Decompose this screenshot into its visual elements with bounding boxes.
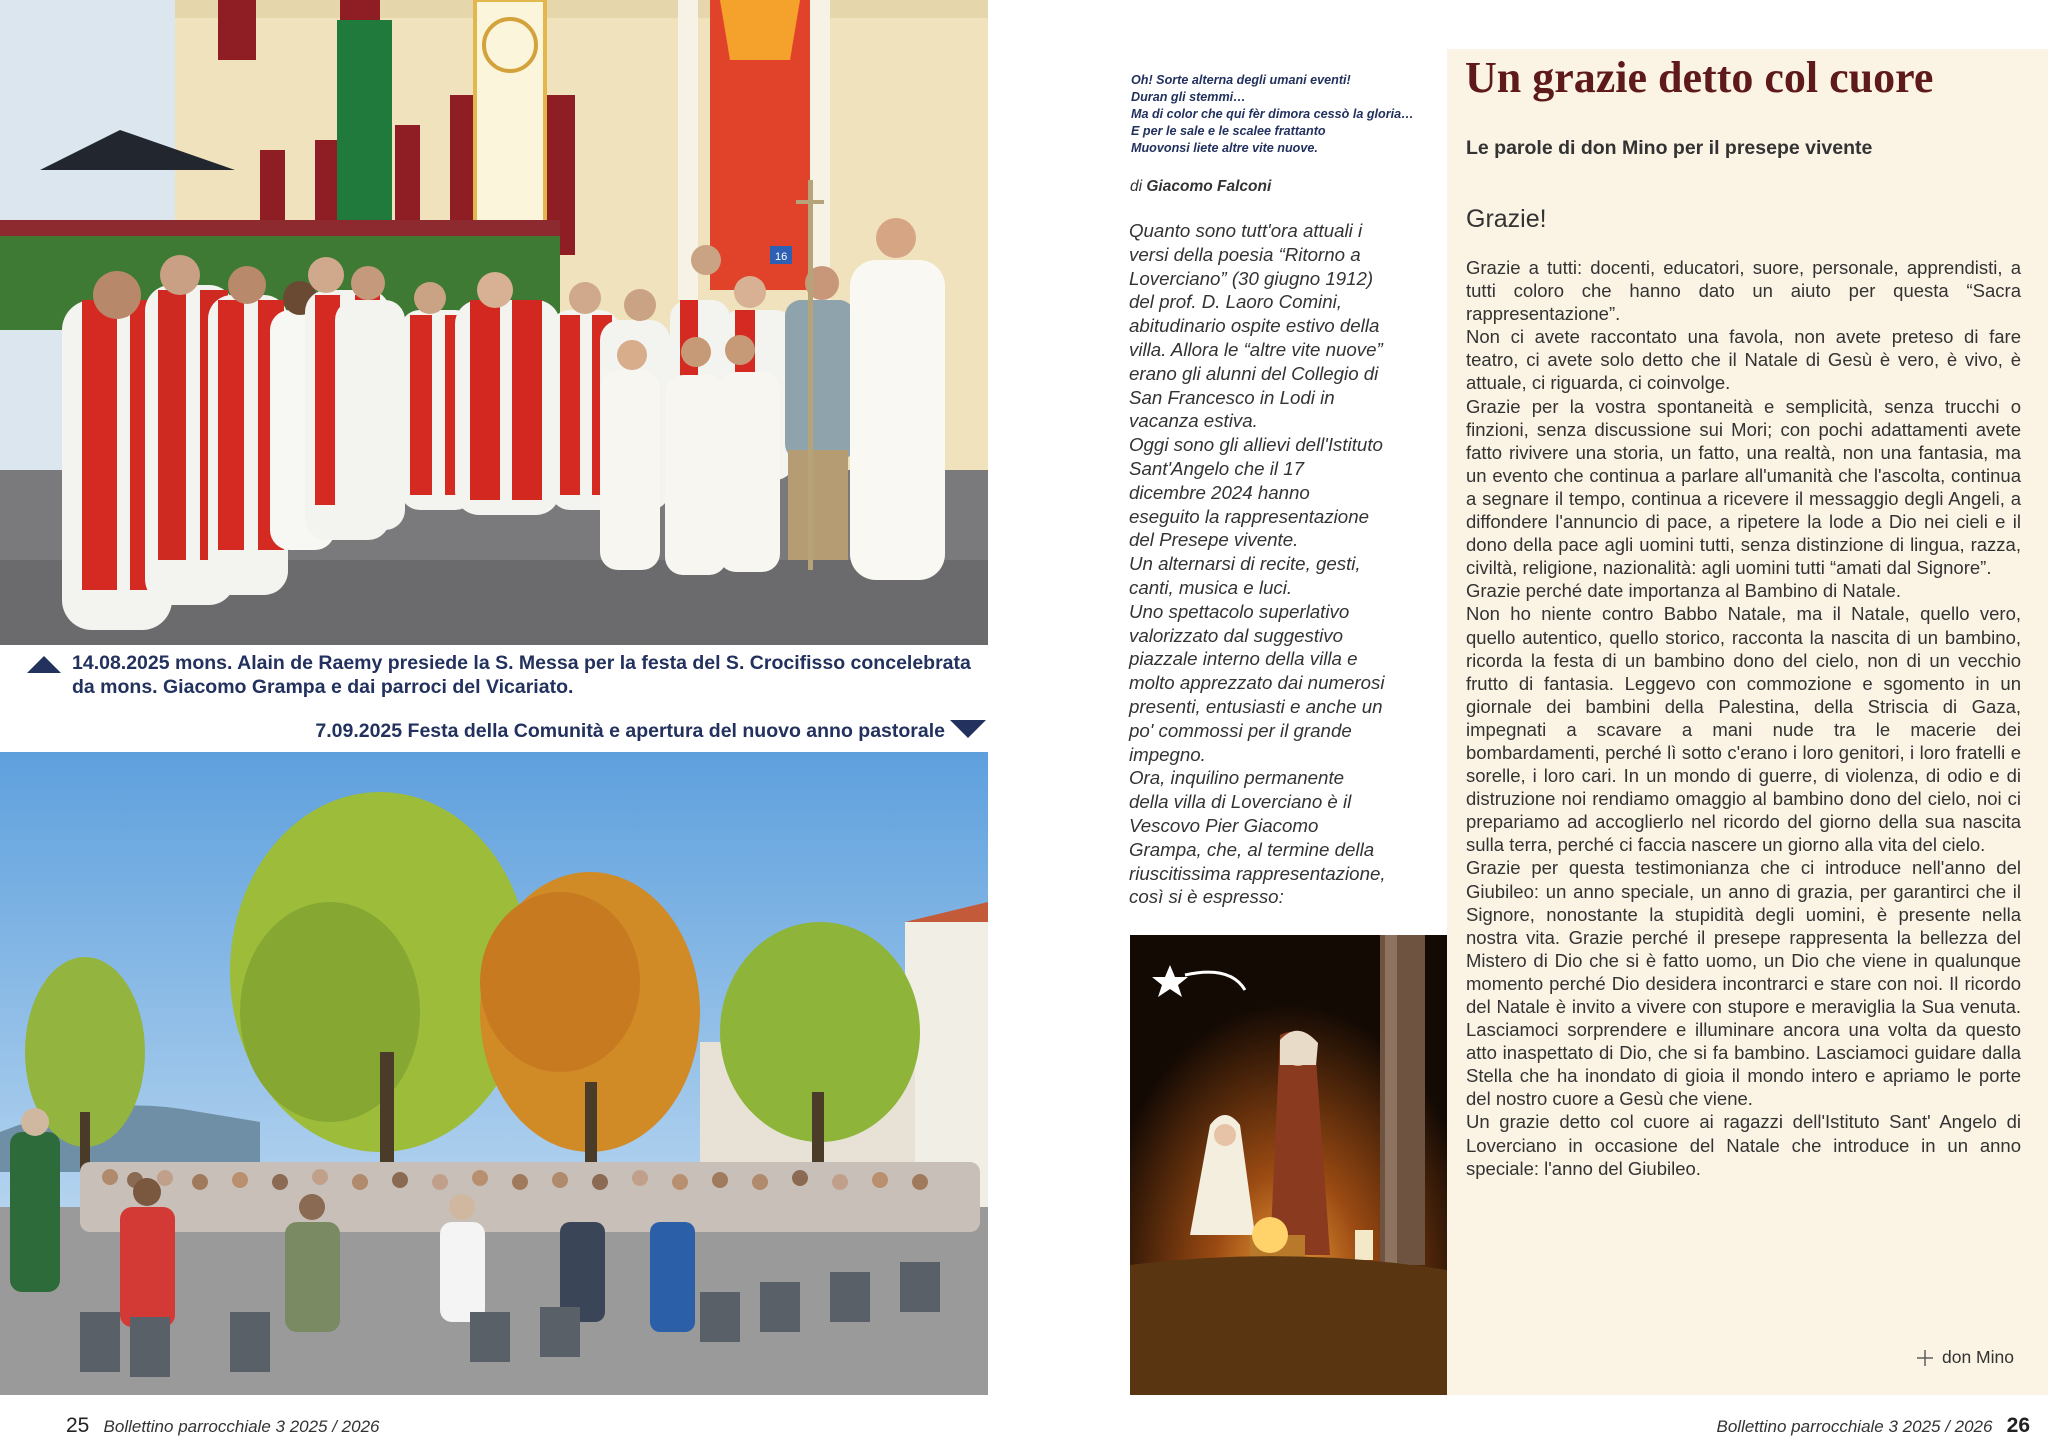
caption-down-arrow-icon <box>950 720 986 738</box>
footer-left <box>66 1414 380 1438</box>
article-paragraph: Grazie perché date importanza al Bambino di Natale. <box>1466 580 1901 602</box>
community-feast-illustration <box>0 752 988 1395</box>
article-subtitle: Le parole di don Mino per il presepe vivente <box>1466 137 1873 159</box>
footer-label-right: Bollettino parrocchiale 3 2025 / 2026 <box>1716 1417 1993 1436</box>
greeting-heading: Grazie! <box>1466 205 1547 233</box>
page-number-left: 25 <box>66 1414 90 1437</box>
footer-label-left: Bollettino parrocchiale 3 2025 / 2026 <box>103 1417 380 1436</box>
banner-number: 16 <box>775 251 788 263</box>
byline <box>1130 178 1271 196</box>
photo-caption-top: 14.08.2025 mons. Alain de Raemy presiede la S. Messa per la festa del S. Crocifisso concelebrata da mons. Giacomo Grampa e dai parroci del Vicariato. <box>72 652 971 698</box>
article-paragraph: Non ho niente contro Babbo Natale, ma il Natale, quello vero, quello autentico, quello storico, racconta la nascita di un bambino, ricorda la festa di un bambino dono del cielo, non di un vecchio frutto di fantasia. Leggevo con commozione e sgomento in un giornale dei bambini della Palestina, della Striscia di Gaza, impegnati a scavare a mani nude tra le macerie dei bombardamenti, perché lì sotto c'erano i loro genitori, i loro fratelli e sorelle, i loro cari. In un mondo di guerre, di violenza, di odio e di distruzione noi rendiamo omaggio al bambino dono del cielo, noi ci prepariamo ad accoglierlo nel ricordo del giorno della sua nascita sulla terra, perché ci faccia nascere un giorno alla vita del cielo. <box>1466 603 2021 856</box>
community-feast-photo <box>0 752 988 1395</box>
byline-prefix: di <box>1130 178 1147 195</box>
page-number-right: 26 <box>2006 1414 2030 1437</box>
nativity-illustration <box>1130 935 1447 1395</box>
article-title: Un grazie detto col cuore <box>1465 53 1934 102</box>
footer-right <box>1717 1414 2031 1438</box>
article-paragraph: Un grazie detto col cuore ai ragazzi dell'Istituto Sant' Angelo di Loverciano in occasione del Natale che introduce in un anno speciale: l'anno del Giubileo. <box>1466 1111 2021 1179</box>
signature <box>1916 1347 2014 1368</box>
article-paragraph: Non ci avete raccontato una favola, non avete preteso di fare teatro, ci avete solo detto che il Natale di Gesù è vero, è vivo, è attuale, ci riguarda, ci coinvolge. <box>1466 326 2021 394</box>
nativity-photo <box>1130 935 1447 1395</box>
poem-epigraph: Oh! Sorte alterna degli umani eventi! Duran gli stemmi… Ma di color che qui fèr dimora cessò la gloria… E per le sale e le scalee frattanto Muovonsi liete altre vite nuove. <box>1131 73 1414 155</box>
article-paragraph: Grazie per la vostra spontaneità e semplicità, senza trucchi o finzioni, senza discussione sui Mori; con pochi adattamenti avete fatto rivivere una storia, un fatto, una realtà, non una fantasia, ma un evento che continua a parlare all'umanità che l'ascolta, continua a segnare il tempo, continua a ricevere il messaggio degli Angeli, a diffondere l'annuncio di pace, a ripetere la lode a Dio nei cieli e il dono della pace agli uomini tutti, senza distinzione di lingua, razza, civiltà, religione, nazionalità: agli uomini tutti “amati dal Signore”. <box>1466 395 2021 579</box>
article-paragraph: Grazie per questa testimonianza che ci introduce nell'anno del Giubileo: un anno speciale, un anno di grazia, per garantirci che il Signore, nonostante la stupidità degli uomini, è presente nella nostra vita. Grazie perché il presepe rappresenta la bellezza del Mistero di Dio che si è fatto uomo, un Dio che viene in qualunque momento perché Dio desidera incontrarci e stare con noi. Il ricordo del Natale è invito a vivere con stupore e meraviglia la Sua venuta. Lasciamoci sorprendere e illuminare ancora una volta da questo atto inaspettato di Dio, che si fa bambino. Lasciamoci guidare dalla Stella che ha inondato di gioia il mondo intero e apriamo le porte del nostro cuore a Gesù che viene. <box>1466 857 2021 1110</box>
signature-name: don Mino <box>1942 1347 2014 1367</box>
caption-up-arrow-icon <box>27 656 61 673</box>
article-paragraph: Grazie a tutti: docenti, educatori, suore, personale, apprendisti, a tutti coloro che hanno dato un aiuto per questa “Sacra rappresentazione”. <box>1466 257 2021 325</box>
clergy-group-illustration <box>0 0 988 645</box>
intro-text: Quanto sono tutt'ora attuali i versi della poesia “Ritorno a Loverciano” (30 giugno 1912) del prof. D. Laoro Comini, abitudinario ospite estivo della villa. Allora le “altre vite nuove” erano gli alunni del Collegio di San Francesco in Lodi in vacanza estiva. Oggi sono gli allievi dell'Istituto Sant'Angelo che il 17 dicembre 2024 hanno eseguito la rappresentazione del Presepe vivente. Un alternarsi di recite, gesti, canti, musica e luci. Uno spettacolo superlativo valorizzato dal suggestivo piazzale interno della villa e molto apprezzato dai numerosi presenti, entusiasti e anche un po' commossi per il grande impegno. Ora, inquilino permanente della villa di Loverciano è il Vescovo Pier Giacomo Grampa, che, al termine della riuscitissima rappresentazione, così si è espresso: <box>1129 220 1386 908</box>
byline-author: Giacomo Falconi <box>1146 178 1272 195</box>
cross-icon <box>1916 1349 1934 1367</box>
clergy-group-photo <box>0 0 988 645</box>
article-body <box>1466 256 2021 1180</box>
photo-caption-bottom: 7.09.2025 Festa della Comunità e apertura del nuovo anno pastorale <box>315 720 945 742</box>
